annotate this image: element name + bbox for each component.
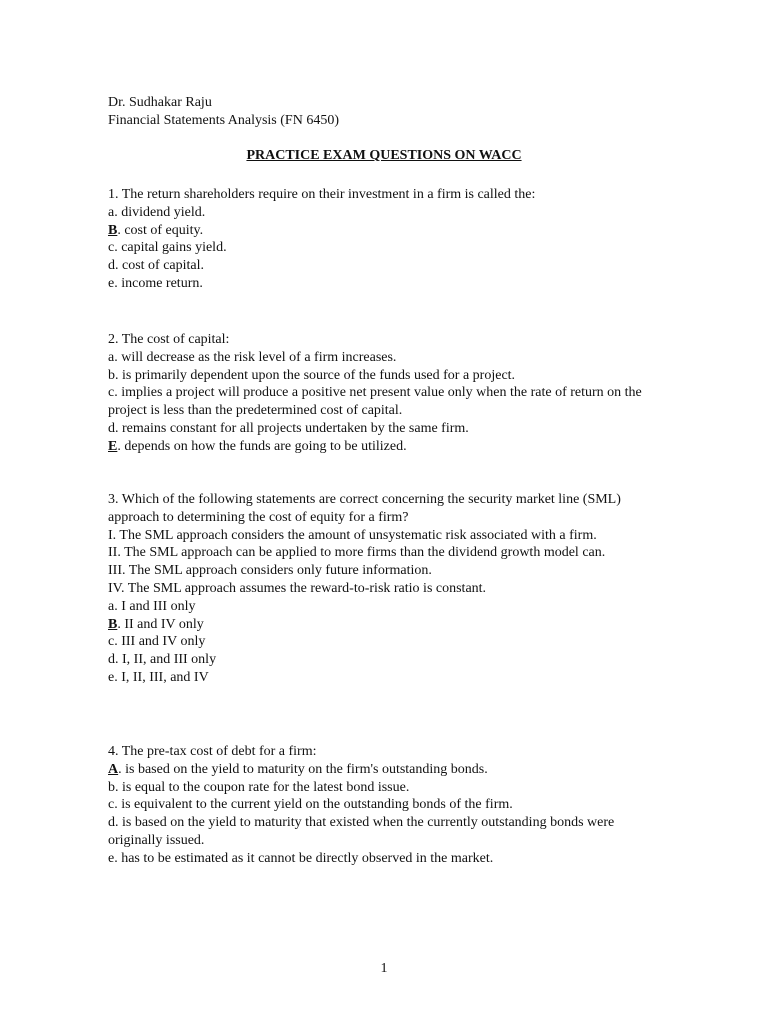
option-letter: d — [108, 815, 115, 831]
option-text: . is based on the yield to maturity on the firm's outstanding bonds. — [118, 761, 488, 777]
option-letter: d — [108, 420, 115, 436]
answer-option — [108, 633, 668, 651]
correct-option-letter: A — [108, 761, 119, 777]
statement-iv: IV. The SML approach assumes the reward-to-risk ratio is constant. — [108, 580, 487, 596]
answer-option — [108, 598, 668, 616]
answer-option-correct — [108, 616, 668, 634]
option-text: . remains constant for all projects undertaken by the same firm. — [115, 420, 469, 436]
question-3 — [108, 491, 668, 687]
option-letter: c — [108, 797, 115, 813]
option-text: . I, II, III, and IV — [114, 669, 209, 685]
statement-i: I. The SML approach considers the amount of unsystematic risk associated with a firm. — [108, 527, 597, 543]
option-text: . implies a project will produce a positive net present value only when the rate of return on the project is less than the predetermined cost of capital. — [108, 385, 642, 419]
course-name: Financial Statements Analysis (FN 6450) — [108, 112, 339, 128]
answer-option — [108, 814, 668, 850]
option-text: . is based on the yield to maturity that existed when the currently outstanding bonds were originally issued. — [108, 815, 615, 848]
option-text: . depends on how the funds are going to be utilized. — [117, 438, 407, 454]
document-header — [108, 94, 339, 130]
statement-iii: III. The SML approach considers only future information. — [108, 563, 432, 579]
author-name: Dr. Sudhakar Raju — [108, 95, 212, 110]
answer-option — [108, 275, 668, 293]
option-letter: e — [108, 669, 115, 685]
question-stem: 3. Which of the following statements are correct concerning the security market line (SML) — [108, 492, 621, 507]
question-2 — [108, 331, 668, 456]
option-letter: a — [108, 598, 115, 614]
correct-option-letter: B — [108, 222, 118, 238]
option-letter: c — [108, 385, 115, 401]
answer-option — [108, 651, 668, 669]
option-text: . dividend yield. — [114, 204, 206, 220]
answer-option — [108, 204, 668, 222]
option-text: . capital gains yield. — [114, 240, 227, 256]
answer-option-correct — [108, 222, 668, 240]
option-letter: c — [108, 634, 115, 650]
option-letter: d — [108, 258, 115, 274]
option-text: . income return. — [114, 275, 203, 291]
answer-option — [108, 669, 668, 687]
answer-option — [108, 384, 668, 420]
question-stem: 4. The pre-tax cost of debt for a firm: — [108, 744, 317, 759]
option-text: . is equivalent to the current yield on the outstanding bonds of the firm. — [114, 797, 513, 813]
option-text: . is primarily dependent upon the source of the funds used for a project. — [115, 367, 516, 383]
option-letter: e — [108, 850, 115, 866]
option-letter: e — [108, 275, 115, 291]
option-text: . is equal to the coupon rate for the latest bond issue. — [115, 779, 410, 795]
option-letter: b — [108, 779, 115, 795]
correct-option-letter: B — [108, 616, 118, 632]
answer-option — [108, 257, 668, 275]
statement-ii: II. The SML approach can be applied to more firms than the dividend growth model can. — [108, 545, 606, 561]
option-letter: b — [108, 367, 115, 383]
question-1 — [108, 186, 668, 293]
question-stem: 1. The return shareholders require on their investment in a firm is called the: — [108, 187, 536, 202]
answer-option — [108, 796, 668, 814]
option-text: . I, II, and III only — [115, 652, 217, 668]
page-number: 1 — [380, 961, 388, 976]
option-text: . III and IV only — [114, 634, 206, 650]
option-text: . II and IV only — [117, 616, 204, 632]
option-text: . I and III only — [114, 598, 196, 614]
question-stem: 2. The cost of capital: — [108, 332, 230, 347]
question-4 — [108, 743, 668, 868]
option-text: . cost of equity. — [117, 222, 204, 238]
answer-option — [108, 349, 668, 367]
correct-option-letter: E — [108, 438, 118, 454]
answer-option — [108, 420, 668, 438]
answer-option-correct — [108, 761, 668, 779]
answer-option-correct — [108, 438, 668, 456]
option-letter: a — [108, 349, 115, 365]
option-letter: d — [108, 652, 115, 668]
answer-option — [108, 367, 668, 385]
option-letter: c — [108, 240, 115, 256]
question-stem: approach to determining the cost of equity for a firm? — [108, 509, 409, 525]
answer-option — [108, 850, 668, 868]
option-text: . cost of capital. — [115, 258, 205, 274]
page-title: PRACTICE EXAM QUESTIONS ON WACC — [246, 148, 522, 163]
option-letter: a — [108, 204, 115, 220]
option-text: . will decrease as the risk level of a firm increases. — [114, 349, 397, 365]
option-text: . has to be estimated as it cannot be directly observed in the market. — [114, 850, 494, 866]
answer-option — [108, 239, 668, 257]
answer-option — [108, 779, 668, 797]
